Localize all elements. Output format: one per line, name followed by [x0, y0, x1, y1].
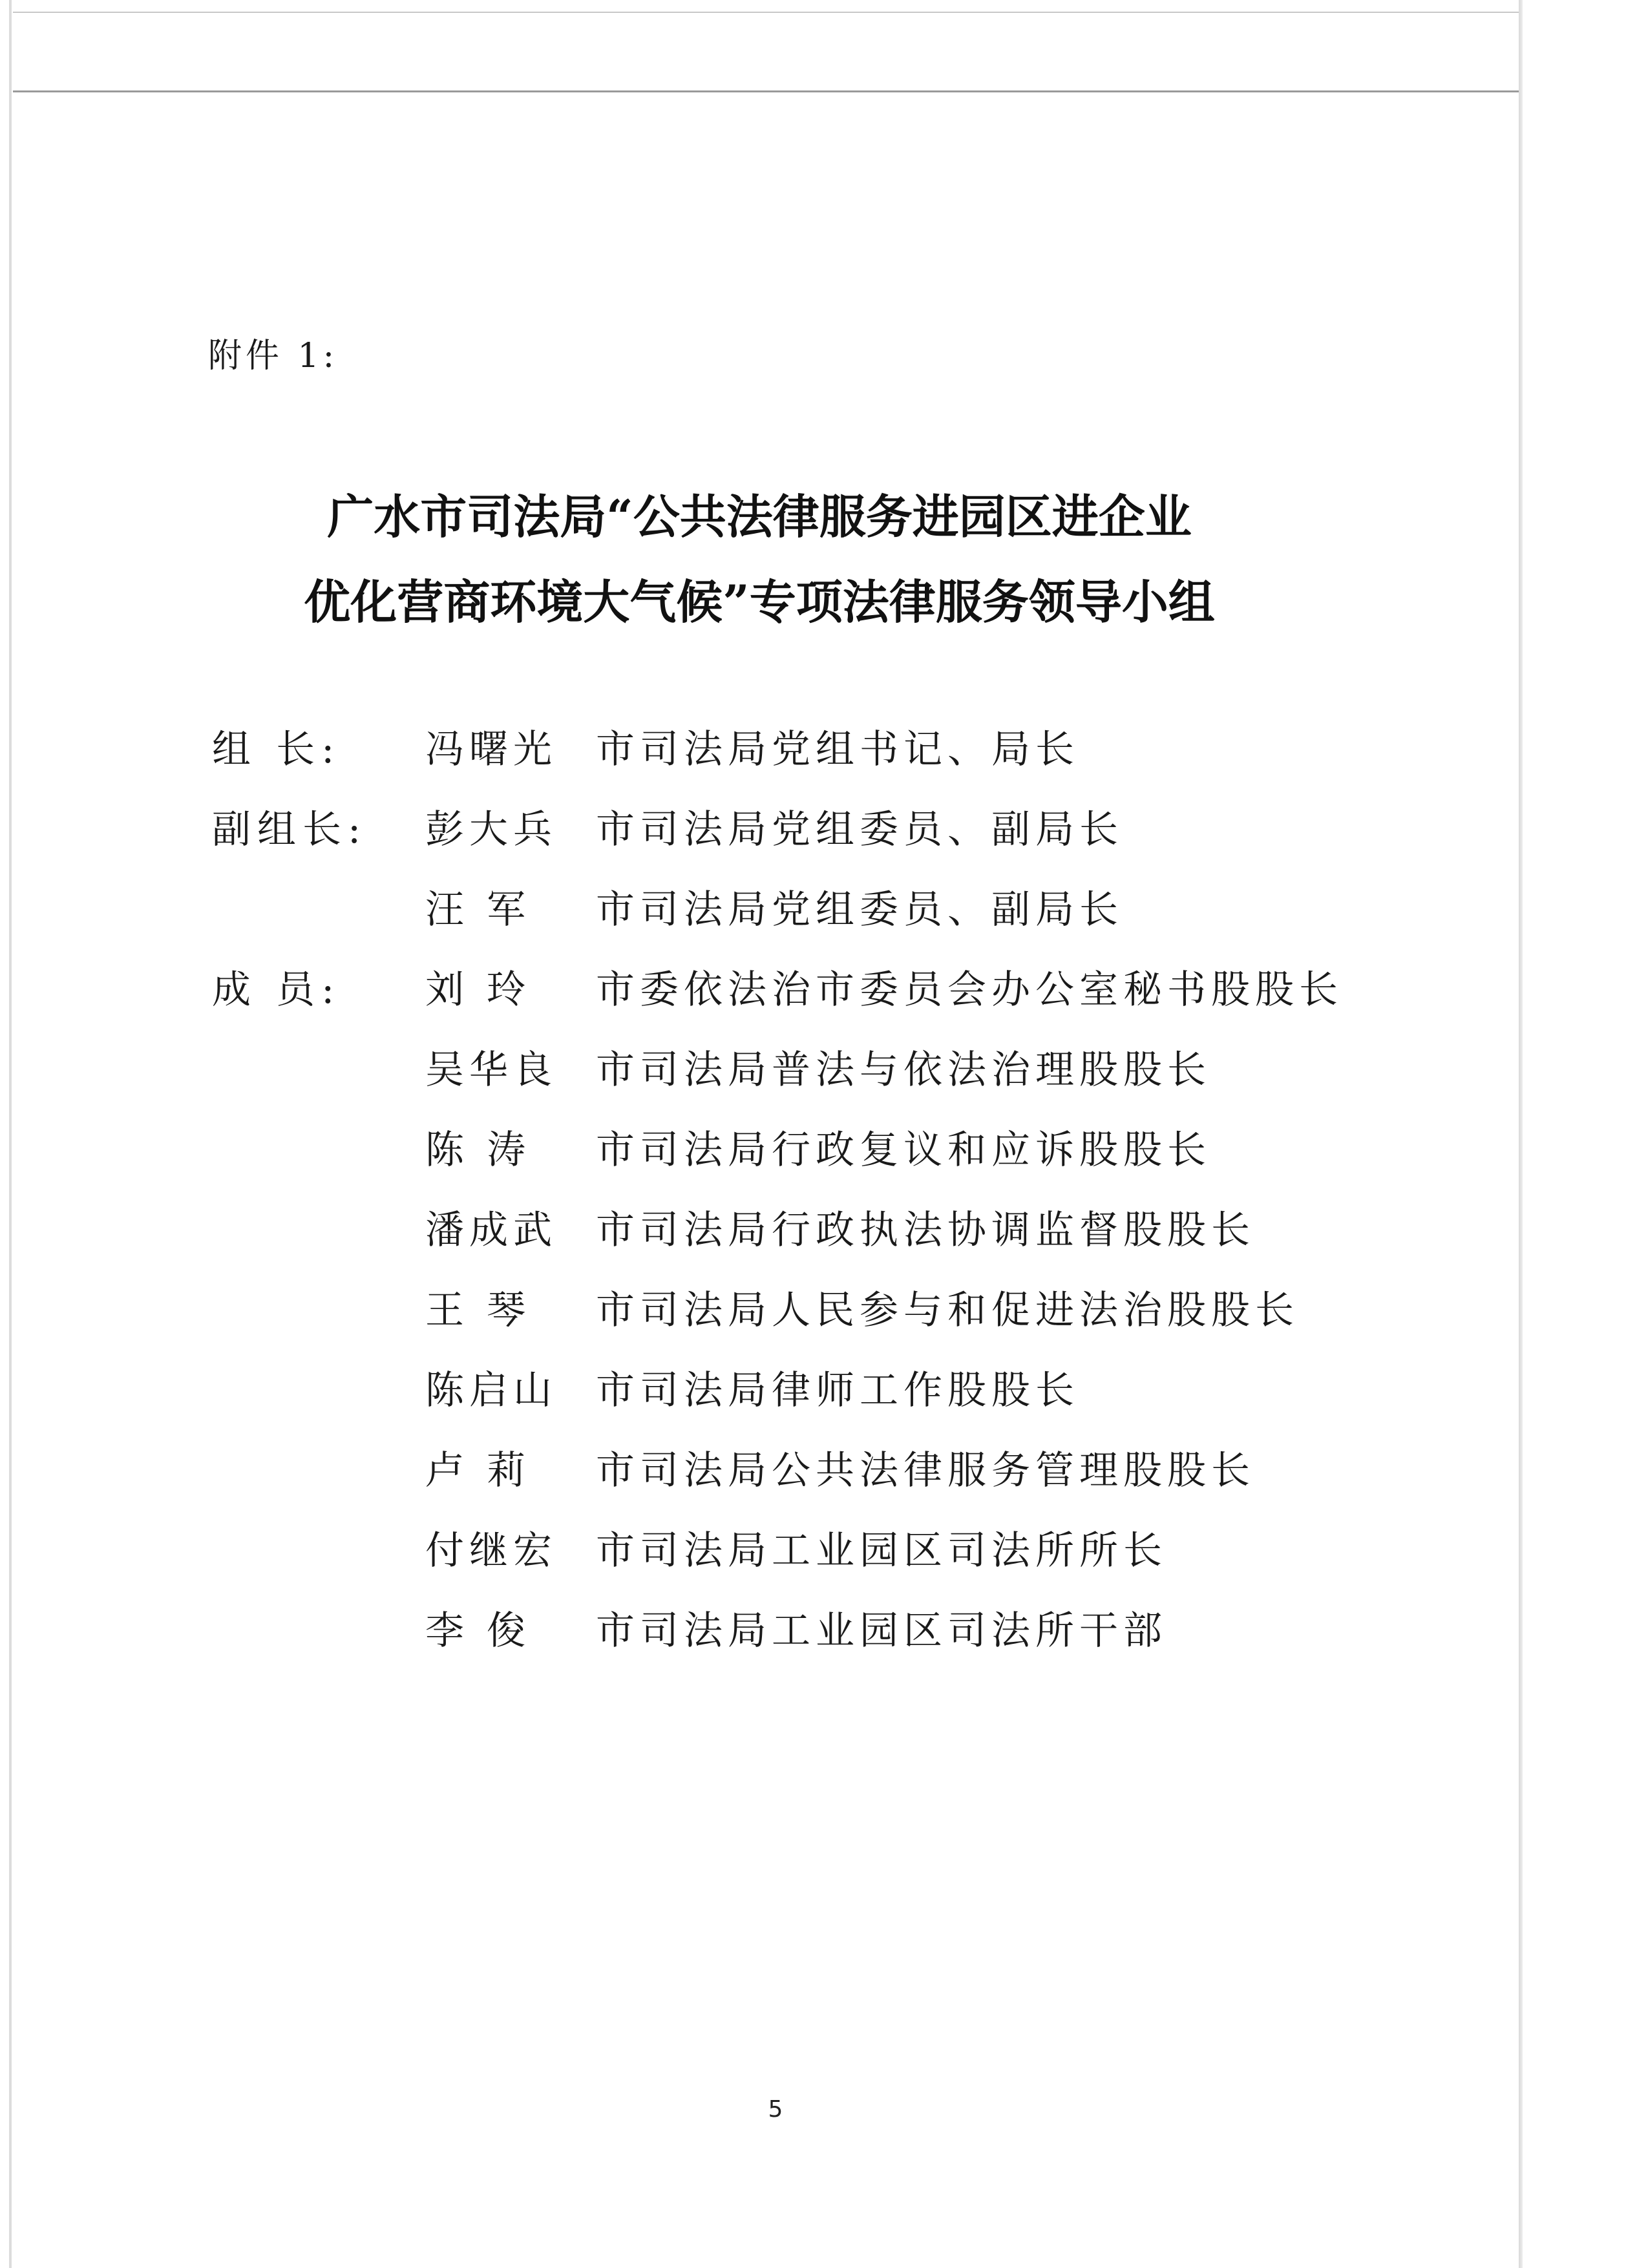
scan-edge-right — [1519, 0, 1523, 2268]
roster-name: 汪 军 — [425, 887, 531, 932]
roster-position: 市司法局党组委员、副局长 — [596, 807, 1123, 852]
page-number: 5 — [768, 2096, 783, 2123]
roster-row — [0, 879, 1519, 930]
roster-position: 市司法局工业园区司法所干部 — [596, 1608, 1167, 1654]
roster-role: 组 长: — [212, 727, 341, 772]
roster-row — [0, 1520, 1519, 1571]
roster-row — [0, 1279, 1519, 1331]
roster-row — [0, 1360, 1519, 1411]
attachment-label: 附件 1: — [208, 337, 339, 375]
roster-name: 王 琴 — [425, 1288, 531, 1333]
roster-name: 冯曙光 — [425, 727, 557, 772]
roster-position: 市司法局普法与依法治理股股长 — [596, 1047, 1211, 1093]
roster-role: 成 员: — [212, 967, 341, 1013]
roster-row — [0, 959, 1519, 1011]
roster-name: 卢 莉 — [425, 1448, 531, 1493]
roster-position: 市司法局党组书记、局长 — [596, 727, 1079, 772]
roster-name: 吴华良 — [425, 1047, 557, 1093]
roster-row — [0, 719, 1519, 770]
roster-position: 市委依法治市委员会办公室秘书股股长 — [596, 967, 1343, 1013]
document-title-line-1: 广水市司法局“公共法律服务进园区进企业 — [327, 489, 1192, 544]
roster-position: 市司法局行政执法协调监督股股长 — [596, 1208, 1255, 1253]
roster-position: 市司法局公共法律服务管理股股长 — [596, 1448, 1255, 1493]
roster-name: 刘 玲 — [425, 967, 531, 1013]
roster-row — [0, 1440, 1519, 1491]
roster-row — [0, 1119, 1519, 1171]
roster-row — [0, 1199, 1519, 1251]
roster-position: 市司法局行政复议和应诉股股长 — [596, 1128, 1211, 1173]
roster-position: 市司法局工业园区司法所所长 — [596, 1528, 1167, 1573]
roster-name: 彭大兵 — [425, 807, 557, 852]
roster-name: 付继宏 — [425, 1528, 557, 1573]
roster-name: 陈启山 — [425, 1368, 557, 1413]
roster-role: 副组长: — [212, 807, 368, 852]
roster-row — [0, 1039, 1519, 1091]
roster-position: 市司法局律师工作股股长 — [596, 1368, 1079, 1413]
roster-name: 潘成武 — [425, 1208, 557, 1253]
roster-row — [0, 1600, 1519, 1652]
roster-row — [0, 799, 1519, 850]
roster-position: 市司法局人民参与和促进法治股股长 — [596, 1288, 1299, 1333]
roster-name: 陈 涛 — [425, 1128, 531, 1173]
roster-position: 市司法局党组委员、副局长 — [596, 887, 1123, 932]
roster-name: 李 俊 — [425, 1608, 531, 1654]
document-title-line-2: 优化营商环境大气候”专项法律服务领导小组 — [304, 574, 1215, 629]
